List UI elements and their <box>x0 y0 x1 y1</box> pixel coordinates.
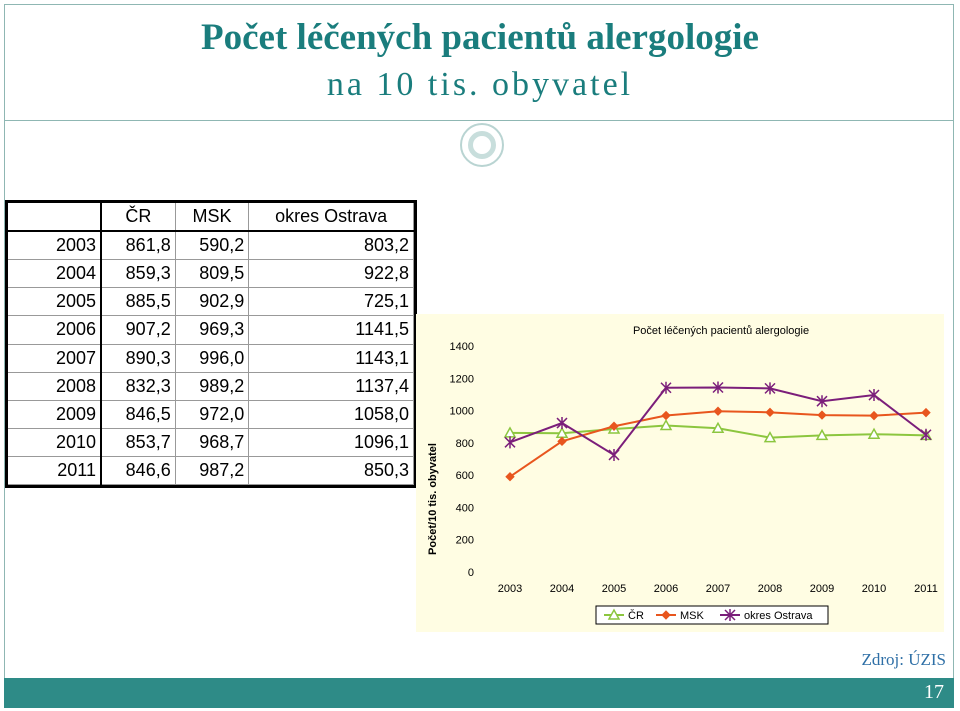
table-cell-year: 2003 <box>8 231 101 260</box>
table-cell: 1058,0 <box>249 400 414 428</box>
x-tick-label: 2003 <box>497 583 523 595</box>
y-tick-label: 1200 <box>449 373 474 386</box>
table-cell: 968,7 <box>175 428 249 456</box>
chart-title: Počet léčených pacientů alergologie <box>632 325 810 337</box>
table-cell: 989,2 <box>175 372 249 400</box>
decorative-circle-icon <box>460 123 504 167</box>
table-cell: 987,2 <box>175 456 249 484</box>
table-cell: 846,6 <box>101 456 175 484</box>
table-cell-year: 2006 <box>8 316 101 344</box>
data-table-container <box>5 200 417 488</box>
table-cell: 969,3 <box>175 316 249 344</box>
table-row <box>8 231 414 260</box>
data-point-diamond <box>818 411 826 419</box>
y-tick-label: 400 <box>455 502 474 515</box>
table-row <box>8 344 414 372</box>
table-cell-year: 2010 <box>8 428 101 456</box>
series-okres-ostrava <box>505 381 931 460</box>
table-row <box>8 456 414 484</box>
series-line <box>510 387 926 454</box>
data-point-diamond <box>870 412 878 420</box>
chart-area <box>416 314 944 632</box>
table-row <box>8 372 414 400</box>
table-cell: 803,2 <box>249 231 414 260</box>
table-row <box>8 316 414 344</box>
x-tick-label: 2004 <box>549 583 575 595</box>
table-cell: 907,2 <box>101 316 175 344</box>
table-header-cr: ČR <box>101 203 175 231</box>
data-point-diamond <box>922 409 930 417</box>
table-header-msk: MSK <box>175 203 249 231</box>
decorative-ring <box>468 131 496 159</box>
table-cell-year: 2005 <box>8 288 101 316</box>
table-header-ostrava: okres Ostrava <box>249 203 414 231</box>
y-tick-label: 200 <box>455 534 474 547</box>
table-header-row <box>8 203 414 231</box>
series-line <box>510 411 926 477</box>
table-cell: 1143,1 <box>249 344 414 372</box>
slide-subtitle: na 10 tis. obyvatel <box>326 66 634 103</box>
x-tick-label: 2006 <box>653 583 679 595</box>
table-cell: 809,5 <box>175 260 249 288</box>
y-tick-label: 1000 <box>449 405 474 418</box>
data-point-star <box>505 436 515 448</box>
table-cell: 996,0 <box>175 344 249 372</box>
table-cell: 846,5 <box>101 400 175 428</box>
table-cell: 1141,5 <box>249 316 414 344</box>
table-row <box>8 288 414 316</box>
data-point-diamond <box>714 407 722 415</box>
y-tick-label: 1400 <box>449 341 474 353</box>
table-cell: 861,8 <box>101 231 175 260</box>
data-point-star <box>609 449 619 461</box>
line-chart <box>416 314 944 632</box>
table-header-year <box>8 203 101 231</box>
table-cell: 859,3 <box>101 260 175 288</box>
table-cell: 1137,4 <box>249 372 414 400</box>
table-cell: 1096,1 <box>249 428 414 456</box>
page-number: 17 <box>924 681 944 703</box>
table-cell-year: 2008 <box>8 372 101 400</box>
data-point-star <box>557 417 567 429</box>
table-cell: 832,3 <box>101 372 175 400</box>
table-cell-year: 2009 <box>8 400 101 428</box>
table-cell: 590,2 <box>175 231 249 260</box>
table-cell: 972,0 <box>175 400 249 428</box>
x-tick-label: 2009 <box>809 583 835 595</box>
table-cell: 922,8 <box>249 260 414 288</box>
table-cell-year: 2011 <box>8 456 101 484</box>
table-cell: 890,3 <box>101 344 175 372</box>
data-table <box>8 203 414 485</box>
x-tick-label: 2010 <box>861 583 887 595</box>
x-tick-label: 2008 <box>757 583 783 595</box>
x-tick-label: 2011 <box>914 583 938 595</box>
title-divider <box>4 120 954 121</box>
series-msk <box>506 407 930 481</box>
table-cell-year: 2004 <box>8 260 101 288</box>
table-cell-year: 2007 <box>8 344 101 372</box>
table-cell: 725,1 <box>249 288 414 316</box>
legend-label: okres Ostrava <box>744 610 813 622</box>
source-note: Zdroj: ÚZIS <box>861 650 946 669</box>
data-point-diamond <box>766 408 774 416</box>
data-point-diamond <box>662 412 670 420</box>
table-cell: 850,3 <box>249 456 414 484</box>
table-cell: 885,5 <box>101 288 175 316</box>
table-row <box>8 400 414 428</box>
y-tick-label: 800 <box>455 437 474 450</box>
table-cell: 902,9 <box>175 288 249 316</box>
legend-label: MSK <box>680 610 704 622</box>
legend-item <box>720 609 813 622</box>
y-tick-label: 600 <box>455 470 474 483</box>
table-row <box>8 428 414 456</box>
y-tick-label: 0 <box>467 567 474 579</box>
x-tick-label: 2005 <box>601 583 627 595</box>
footer-bar <box>4 678 954 708</box>
table-cell: 853,7 <box>101 428 175 456</box>
x-tick-label: 2007 <box>705 583 731 595</box>
slide-title: Počet léčených pacientů alergologie <box>201 17 759 58</box>
legend-label: ČR <box>628 610 644 622</box>
table-row <box>8 260 414 288</box>
y-axis-label: Počet/10 tis. obyvatel <box>427 443 439 555</box>
